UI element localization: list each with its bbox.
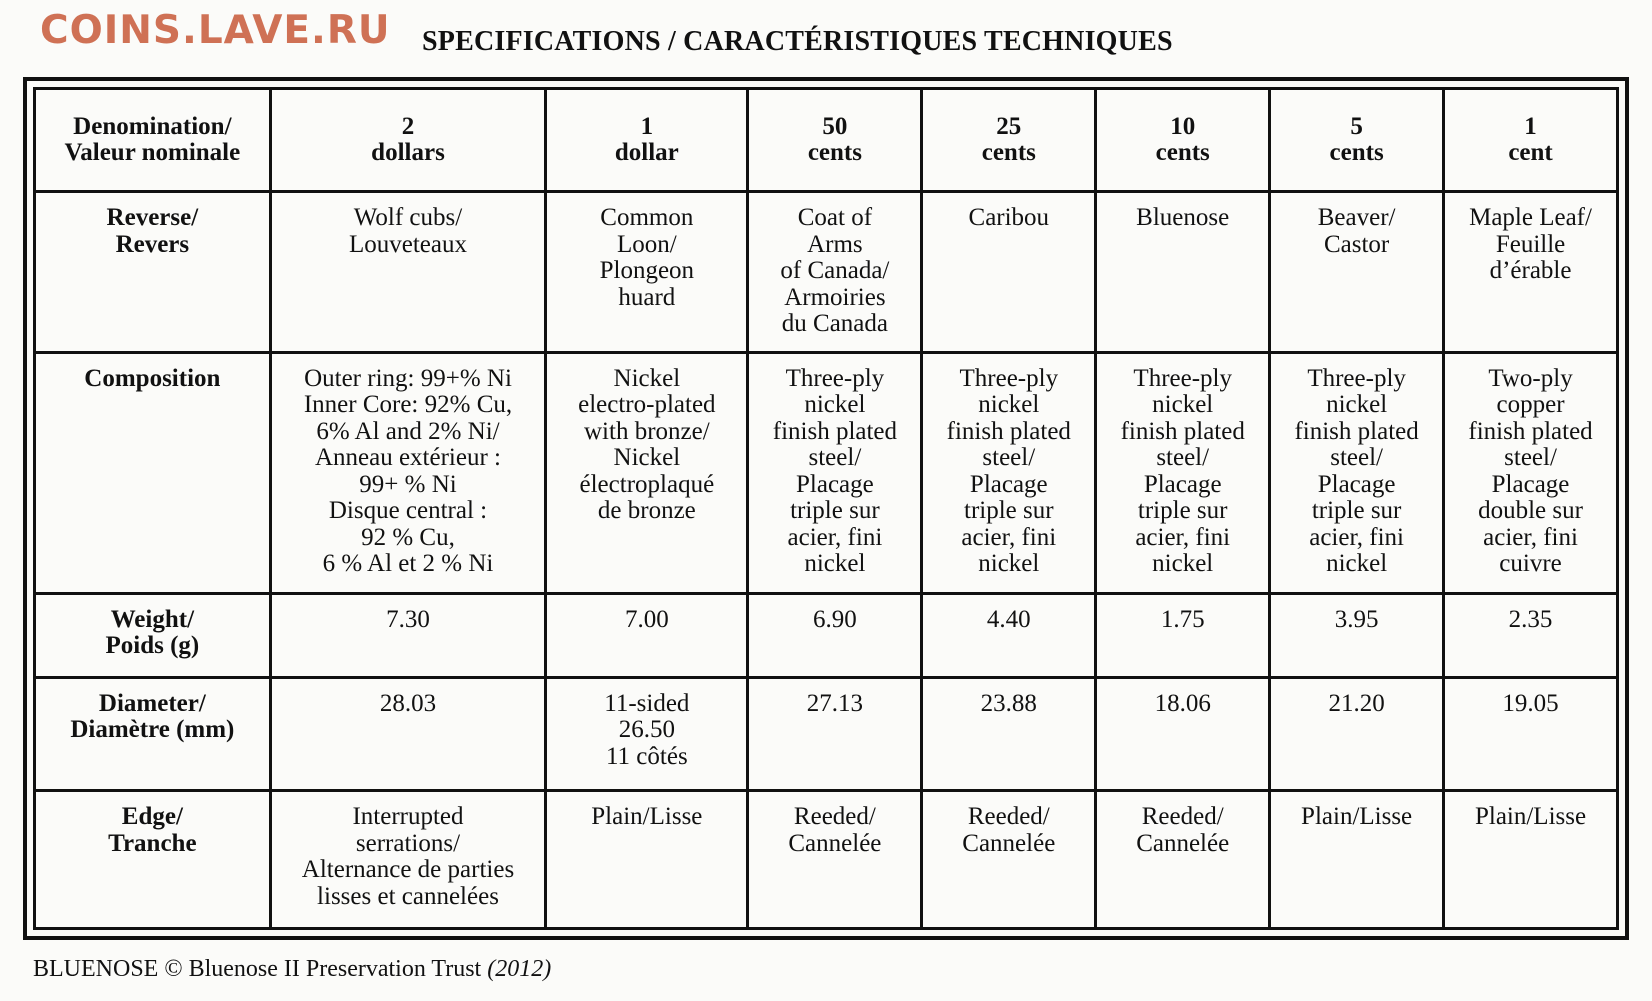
cell-diameter-2: 27.13 — [748, 677, 922, 791]
row-label-composition: Composition — [35, 352, 271, 593]
cell-composition-5: Three-ply nickel finish plated steel/ Placage triple sur acier, fini nickel — [1270, 352, 1444, 593]
cell-composition-6: Two-ply copper finish plated steel/ Placage double sur acier, fini cuivre — [1444, 352, 1618, 593]
table-row-reverse — [35, 192, 1618, 352]
row-label-diameter: Diameter/ Diamètre (mm) — [35, 677, 271, 791]
table-row-weight — [35, 593, 1618, 677]
cell-edge-6: Plain/Lisse — [1444, 791, 1618, 929]
cell-reverse-6: Maple Leaf/ Feuille d’érable — [1444, 192, 1618, 352]
cell-denomination-1: 1 dollar — [546, 89, 748, 192]
cell-composition-1: Nickel electro-plated with bronze/ Nickel électroplaqué de bronze — [546, 352, 748, 593]
cell-reverse-4: Bluenose — [1096, 192, 1270, 352]
cell-edge-2: Reeded/ Cannelée — [748, 791, 922, 929]
cell-diameter-4: 18.06 — [1096, 677, 1270, 791]
footer-credit — [33, 956, 551, 983]
cell-denomination-2: 50 cents — [748, 89, 922, 192]
row-label-weight: Weight/ Poids (g) — [35, 593, 271, 677]
row-label-reverse: Reverse/ Revers — [35, 192, 271, 352]
cell-reverse-0: Wolf cubs/ Louveteaux — [270, 192, 546, 352]
row-label-edge: Edge/ Tranche — [35, 791, 271, 929]
table-body — [35, 89, 1618, 929]
cell-weight-0: 7.30 — [270, 593, 546, 677]
cell-composition-2: Three-ply nickel finish plated steel/ Placage triple sur acier, fini nickel — [748, 352, 922, 593]
cell-diameter-5: 21.20 — [1270, 677, 1444, 791]
cell-weight-6: 2.35 — [1444, 593, 1618, 677]
footer-year: (2012) — [487, 956, 552, 982]
cell-reverse-2: Coat of Arms of Canada/ Armoiries du Canada — [748, 192, 922, 352]
cell-diameter-3: 23.88 — [922, 677, 1096, 791]
table-row-composition — [35, 352, 1618, 593]
table-row-edge — [35, 791, 1618, 929]
cell-diameter-6: 19.05 — [1444, 677, 1618, 791]
cell-reverse-3: Caribou — [922, 192, 1096, 352]
table-row-diameter — [35, 677, 1618, 791]
site-watermark: COINS.LAVE.RU — [40, 8, 391, 53]
cell-edge-4: Reeded/ Cannelée — [1096, 791, 1270, 929]
cell-edge-3: Reeded/ Cannelée — [922, 791, 1096, 929]
cell-composition-0: Outer ring: 99+% Ni Inner Core: 92% Cu, 6% Al and 2% Ni/ Anneau extérieur : 99+ % Ni Disque central : 92 % Cu, 6 % Al et 2 % Ni — [270, 352, 546, 593]
page-title: SPECIFICATIONS / CARACTÉRISTIQUES TECHNIQUES — [422, 26, 1173, 57]
table-row-denomination — [35, 89, 1618, 192]
cell-weight-4: 1.75 — [1096, 593, 1270, 677]
cell-composition-4: Three-ply nickel finish plated steel/ Placage triple sur acier, fini nickel — [1096, 352, 1270, 593]
cell-denomination-0: 2 dollars — [270, 89, 546, 192]
cell-reverse-1: Common Loon/ Plongeon huard — [546, 192, 748, 352]
cell-denomination-4: 10 cents — [1096, 89, 1270, 192]
cell-weight-2: 6.90 — [748, 593, 922, 677]
cell-edge-5: Plain/Lisse — [1270, 791, 1444, 929]
cell-weight-1: 7.00 — [546, 593, 748, 677]
footer-credit-text: BLUENOSE © Bluenose II Preservation Trust — [33, 956, 482, 982]
cell-denomination-3: 25 cents — [922, 89, 1096, 192]
cell-weight-5: 3.95 — [1270, 593, 1444, 677]
cell-denomination-6: 1 cent — [1444, 89, 1618, 192]
cell-edge-1: Plain/Lisse — [546, 791, 748, 929]
cell-diameter-0: 28.03 — [270, 677, 546, 791]
row-label-denomination: Denomination/ Valeur nominale — [35, 89, 271, 192]
cell-weight-3: 4.40 — [922, 593, 1096, 677]
cell-denomination-5: 5 cents — [1270, 89, 1444, 192]
specifications-table — [33, 87, 1619, 930]
cell-edge-0: Interrupted serrations/ Alternance de parties lisses et cannelées — [270, 791, 546, 929]
cell-composition-3: Three-ply nickel finish plated steel/ Placage triple sur acier, fini nickel — [922, 352, 1096, 593]
cell-diameter-1: 11-sided 26.50 11 côtés — [546, 677, 748, 791]
specifications-frame — [23, 77, 1629, 940]
cell-reverse-5: Beaver/ Castor — [1270, 192, 1444, 352]
